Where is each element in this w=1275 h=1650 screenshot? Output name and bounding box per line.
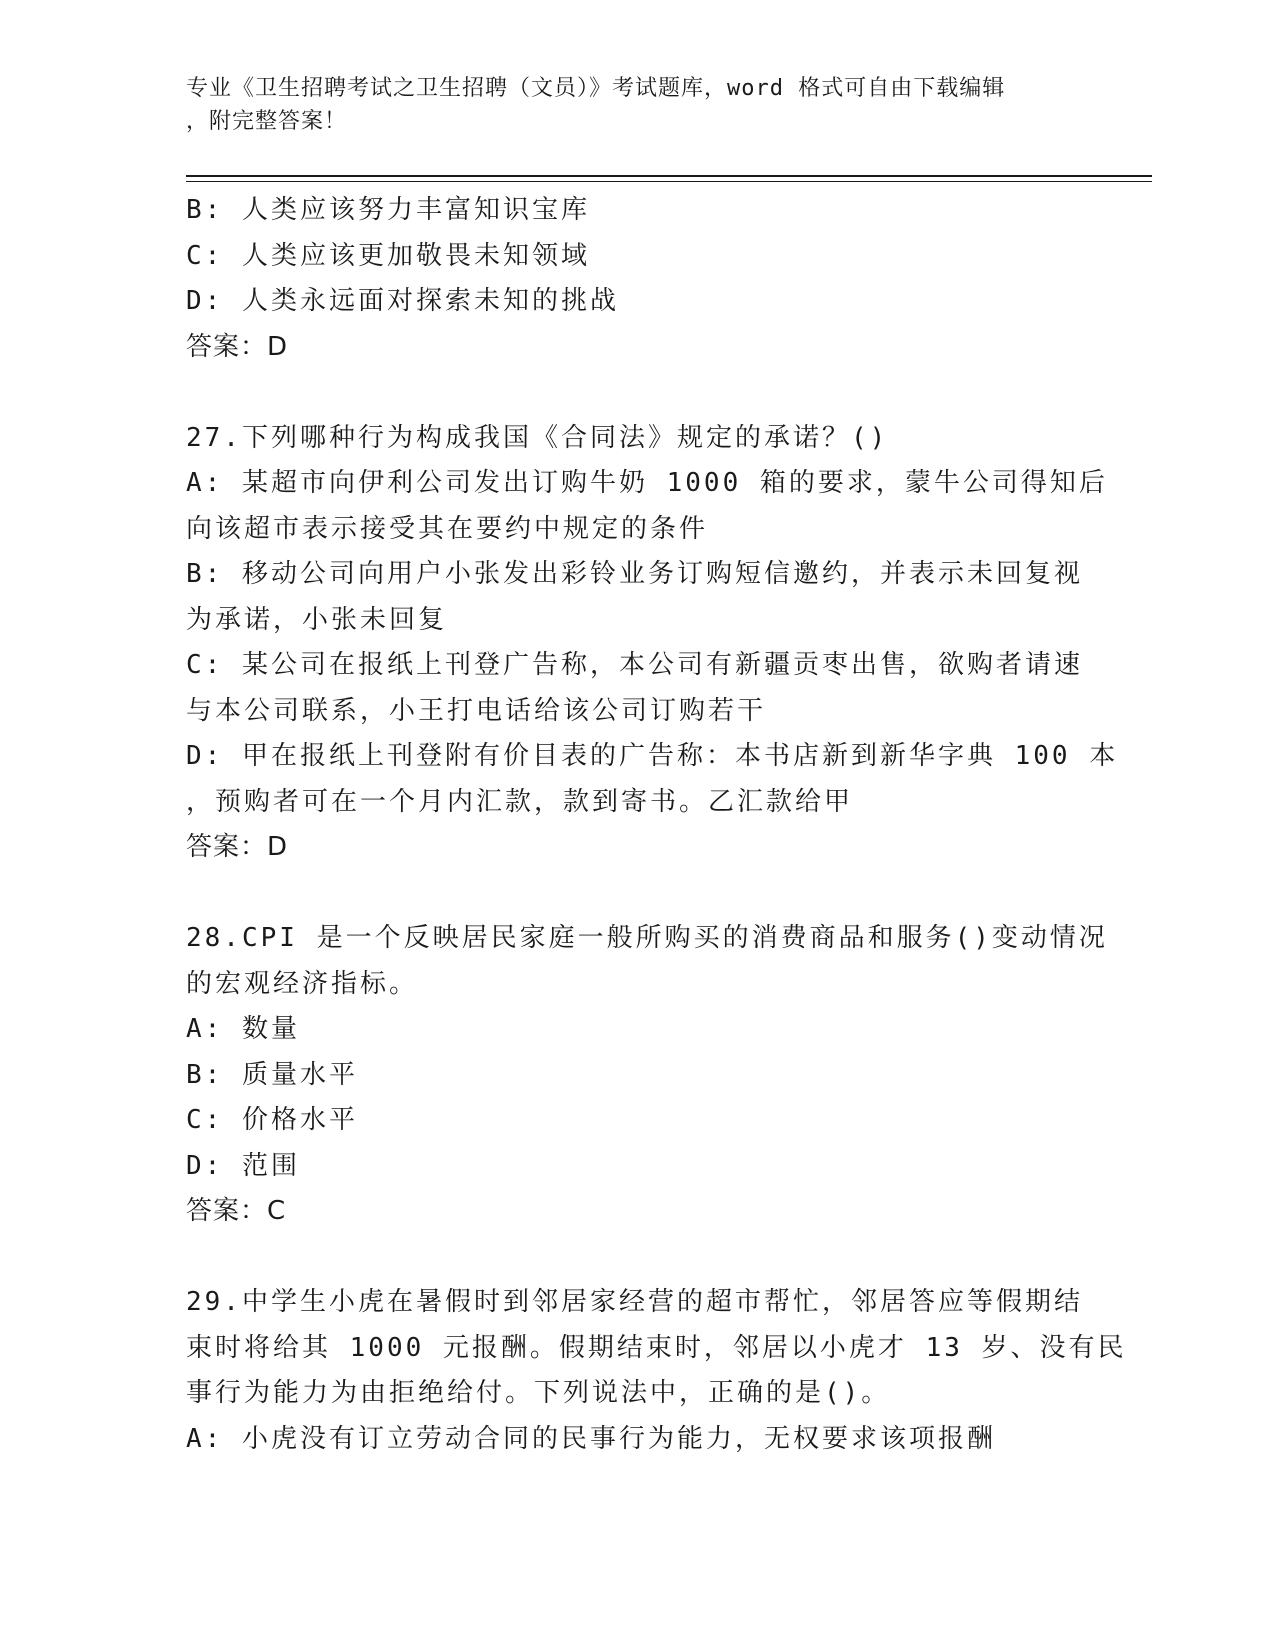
- question-stem: 29.中学生小虎在暑假时到邻居家经营的超市帮忙，邻居答应等假期结: [186, 1287, 1083, 1317]
- option-b: B: 人类应该努力丰富知识宝库: [186, 195, 590, 225]
- question-list: [186, 188, 1127, 1462]
- option-c-continued: 与本公司联系，小王打电话给该公司订购若干: [186, 695, 767, 726]
- answer-line: 答案：D: [186, 331, 289, 362]
- question-spacer: [186, 370, 1086, 416]
- option-c: C: 某公司在报纸上刊登广告称，本公司有新疆贡枣出售，欲购者请速: [186, 650, 1083, 680]
- question-stem-continued: 的宏观经济指标。: [186, 968, 419, 999]
- answer-line: 答案：D: [186, 832, 289, 862]
- question-27: [186, 416, 1119, 871]
- option-b: B: 质量水平: [186, 1059, 358, 1090]
- option-b-continued: 为承诺，小张未回复: [186, 604, 448, 635]
- option-a: A: 小虎没有订立劳动合同的民事行为能力，无权要求该项报酬: [186, 1423, 996, 1454]
- answer-line: 答案：C: [186, 1196, 287, 1226]
- question-stem-continued: 事行为能力为由拒绝给付。下列说法中，正确的是()。: [186, 1378, 891, 1408]
- question-26-tail: [186, 188, 1086, 370]
- option-c: C: 价格水平: [186, 1105, 358, 1135]
- question-stem-continued: 束时将给其 1000 元报酬。假期结束时，邻居以小虎才 13 岁、没有民: [186, 1332, 1127, 1363]
- question-spacer: [186, 1235, 1086, 1281]
- header-rule-thin: [186, 181, 1152, 182]
- option-d: D: 人类永远面对探索未知的挑战: [186, 286, 619, 316]
- question-stem: 27.下列哪种行为构成我国《合同法》规定的承诺？(): [186, 422, 889, 453]
- header-rule-thick: [186, 175, 1152, 177]
- option-d: D: 范围: [186, 1150, 300, 1181]
- option-a: A: 数量: [186, 1014, 300, 1044]
- page-header: [186, 72, 1066, 138]
- header-line-2: ，附完整答案！: [186, 109, 348, 134]
- option-a: A: 某超市向伊利公司发出订购牛奶 1000 箱的要求，蒙牛公司得知后: [186, 468, 1108, 498]
- option-d-continued: ，预购者可在一个月内汇款，款到寄书。乙汇款给甲: [186, 786, 854, 817]
- question-29: [186, 1280, 1127, 1462]
- option-d: D: 甲在报纸上刊登附有价目表的广告称：本书店新到新华字典 100 本: [186, 741, 1119, 771]
- question-spacer: [186, 871, 1086, 917]
- option-a-continued: 向该超市表示接受其在要约中规定的条件: [186, 513, 709, 544]
- question-28: [186, 916, 1108, 1235]
- question-stem: 28.CPI 是一个反映居民家庭一般所购买的消费商品和服务()变动情况: [186, 923, 1108, 953]
- option-b: B: 移动公司向用户小张发出彩铃业务订购短信邀约，并表示未回复视: [186, 559, 1083, 589]
- header-line-1: 专业《卫生招聘考试之卫生招聘（文员）》考试题库，word 格式可自由下载编辑: [186, 76, 1006, 101]
- option-c: C: 人类应该更加敬畏未知领域: [186, 240, 590, 271]
